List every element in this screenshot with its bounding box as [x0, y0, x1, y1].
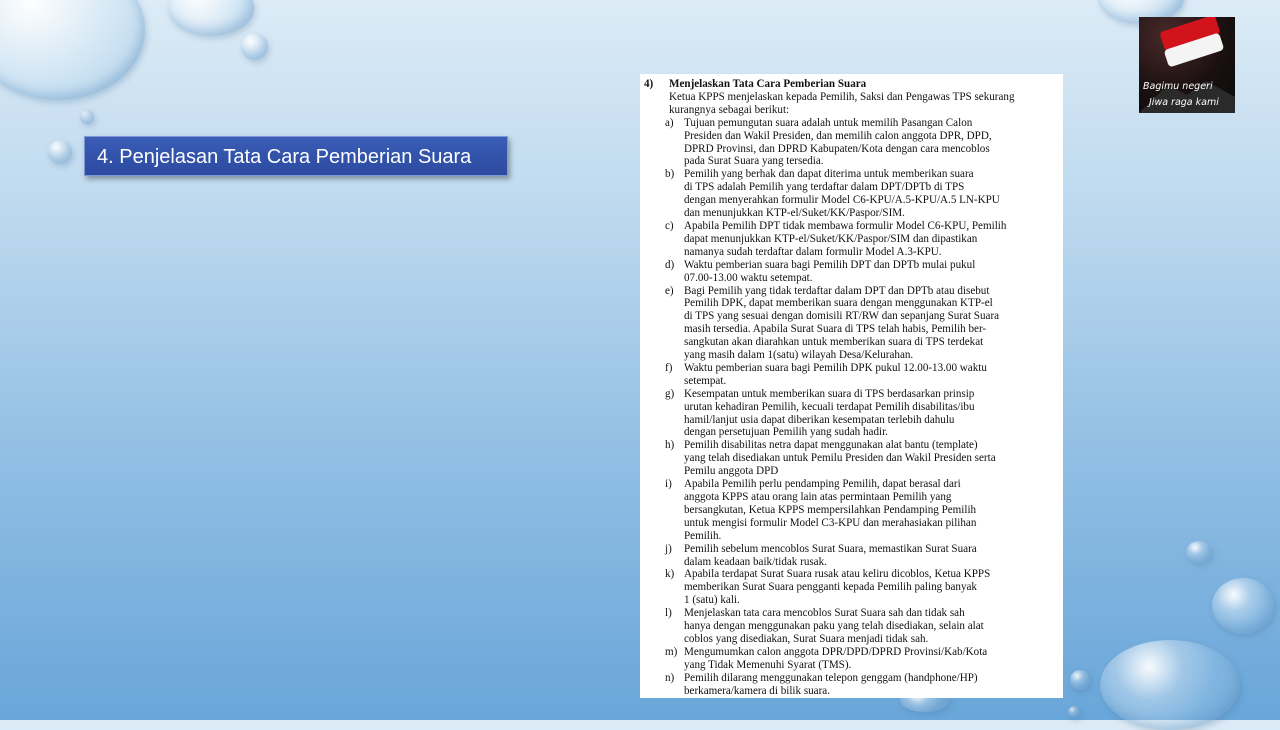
list-item-line: Waktu pemberian suara bagi Pemilih DPK pukul 12.00-13.00 waktu — [684, 361, 987, 374]
list-item-line: Pemilih disabilitas netra dapat menggunakan alat bantu (template) — [684, 439, 978, 452]
list-item-text — [684, 607, 1059, 646]
list-item-text — [684, 259, 1059, 285]
list-item — [644, 362, 1059, 388]
water-drop-decoration — [168, 0, 254, 36]
water-drop-decoration — [0, 0, 145, 100]
list-item — [644, 117, 1059, 169]
list-item-line: namanya sudah terdaftar dalam formulir Model A.3-KPU. — [684, 245, 942, 258]
list-item-line: untuk mengisi formulir Model C3-KPU dan merahasiakan pilihan — [684, 516, 977, 529]
list-item-line: setempat. — [684, 374, 727, 387]
list-item — [644, 388, 1059, 440]
list-item-line: hamil/lanjut usia dapat diberikan kesempatan terlebih dahulu — [684, 413, 955, 426]
list-item-line: dengan menyerahkan formulir Model C6-KPU/A.5-KPU/A.5 LN-KPU — [684, 194, 1000, 207]
list-item — [644, 543, 1059, 569]
list-item-label: d) — [665, 258, 675, 271]
list-item-line: Pemilih sebelum mencoblos Surat Suara, memastikan Surat Suara — [684, 542, 977, 555]
water-drop-decoration — [1212, 578, 1274, 634]
heading-number: 4) — [644, 78, 654, 90]
list-item-line: Pemilih. — [684, 529, 722, 542]
list-item-label: b) — [665, 168, 675, 181]
list-item-text — [684, 646, 1059, 672]
list-item-line: berkamera/kamera di bilik suara. — [684, 684, 831, 697]
list-item-line: sangkutan akan diarahkan untuk memberikan suara di TPS terdekat — [684, 336, 984, 349]
list-item — [644, 646, 1059, 672]
photo-caption-line2: Jiwa raga kami — [1149, 97, 1219, 108]
list-item-text — [684, 478, 1059, 543]
list-item-label: l) — [665, 607, 672, 620]
list-item-line: dalam keadaan baik/tidak rusak. — [684, 555, 827, 568]
list-item-line: anggota KPPS atau orang lain atas permintaan Pemilih yang — [684, 491, 952, 503]
list-item-line: Waktu pemberian suara bagi Pemilih DPT dan DPTb mulai pukul — [684, 258, 976, 271]
list-item-text — [684, 568, 1059, 607]
list-item-line: dengan persetujuan Pemilih yang sudah hadir. — [684, 426, 888, 439]
list-item-line: Apabila Pemilih DPT tidak membawa formulir Model C6-KPU, Pemilih — [684, 219, 1007, 232]
list-item-label: e) — [665, 284, 674, 297]
list-item-line: yang telah disediakan untuk Pemilu Presiden dan Wakil Presiden serta — [684, 452, 996, 465]
list-item-label: a) — [665, 116, 674, 129]
water-drop-decoration — [241, 33, 268, 60]
list-item-text — [684, 388, 1059, 440]
list-item-label: k) — [665, 568, 675, 581]
list-item-line: coblos yang disediakan, Surat Suara menjadi tidak sah. — [684, 632, 929, 645]
list-item-label: f) — [665, 361, 673, 374]
list-item-text — [684, 117, 1059, 169]
list-item-line: Kesempatan untuk memberikan suara di TPS berdasarkan prinsip — [684, 387, 975, 400]
list-item — [644, 259, 1059, 285]
list-item-text — [684, 220, 1059, 259]
water-drop-decoration — [1068, 706, 1080, 718]
list-item-label: m) — [665, 645, 678, 658]
document-intro: Ketua KPPS menjelaskan kepada Pemilih, Saksi dan Pengawas TPS sekurang kurangnya sebagai berikut: — [669, 90, 1015, 116]
list-item-label: n) — [665, 671, 675, 684]
list-item-line: Pemilih yang berhak dan dapat diterima untuk memberikan suara — [684, 168, 974, 181]
document-heading — [644, 78, 1059, 91]
list-item-text — [684, 439, 1059, 478]
list-item-line: Pemilih dilarang menggunakan telepon genggam (handphone/HP) — [684, 671, 978, 684]
list-item-label: i) — [665, 478, 672, 491]
list-item — [644, 285, 1059, 362]
water-drop-decoration — [80, 110, 94, 124]
document-item-list — [644, 117, 1059, 698]
list-item-label: g) — [665, 387, 675, 400]
water-drop-decoration — [1186, 541, 1212, 563]
list-item-line: Tujuan pemungutan suara adalah untuk memilih Pasangan Calon — [684, 116, 973, 129]
list-item — [644, 439, 1059, 478]
list-item-line: 07.00-13.00 waktu setempat. — [684, 271, 813, 284]
water-drop-decoration — [1070, 670, 1090, 690]
list-item-line: dapat menunjukkan KTP-el/Suket/KK/Paspor/SIM dan dipastikan — [684, 232, 978, 245]
list-item-label: c) — [665, 219, 674, 232]
list-item-text — [684, 285, 1059, 362]
slide-title: 4. Penjelasan Tata Cara Pemberian Suara — [84, 136, 508, 176]
list-item-text — [684, 543, 1059, 569]
list-item — [644, 607, 1059, 646]
list-item-text — [684, 672, 1059, 698]
water-drop-decoration — [48, 140, 72, 164]
list-item — [644, 672, 1059, 698]
list-item-line: yang Tidak Memenuhi Syarat (TMS). — [684, 658, 852, 671]
list-item-label: h) — [665, 439, 675, 452]
patriotic-photo — [1139, 17, 1235, 113]
list-item — [644, 220, 1059, 259]
heading-text: Menjelaskan Tata Cara Pemberian Suara — [669, 78, 867, 90]
list-item-line: Presiden dan Wakil Presiden, dan memilih calon anggota DPR, DPD, — [684, 129, 992, 142]
list-item-line: yang masih dalam 1(satu) wilayah Desa/Kelurahan. — [684, 349, 914, 362]
list-item-line: bersangkutan, Ketua KPPS mempersilahkan Pendamping Pemilih — [684, 503, 977, 516]
list-item-line: DPRD Provinsi, dan DPRD Kabupaten/Kota dengan cara mencoblos — [684, 142, 990, 155]
list-item-label: j) — [665, 542, 672, 555]
list-item-line: pada Surat Suara yang tersedia. — [684, 155, 824, 168]
list-item — [644, 478, 1059, 543]
list-item-line: di TPS adalah Pemilih yang terdaftar dalam DPT/DPTb di TPS — [684, 181, 965, 194]
list-item-text — [684, 168, 1059, 220]
document-scan — [640, 74, 1063, 698]
list-item-line: dan menunjukkan KTP-el/Suket/KK/Paspor/SIM. — [684, 207, 905, 220]
list-item-line: urutan kehadiran Pemilih, kecuali terdapat Pemilih disabilitas/ibu — [684, 400, 975, 413]
list-item-line: memberikan Surat Suara pengganti kepada Pemilih paling banyak — [684, 581, 977, 594]
list-item-line: Apabila terdapat Surat Suara rusak atau keliru dicoblos, Ketua KPPS — [684, 568, 991, 581]
photo-caption-line1: Bagimu negeri — [1143, 81, 1213, 92]
list-item-line: Pemilu anggota DPD — [684, 465, 779, 478]
list-item-line: Pemilih DPK, dapat memberikan suara dengan menggunakan KTP-el — [684, 297, 993, 310]
list-item-line: hanya dengan menggunakan paku yang telah disediakan, selain alat — [684, 620, 984, 633]
list-item-line: Mengumumkan calon anggota DPR/DPD/DPRD Provinsi/Kab/Kota — [684, 645, 988, 658]
list-item — [644, 168, 1059, 220]
list-item-text — [684, 362, 1059, 388]
list-item — [644, 568, 1059, 607]
list-item-line: masih tersedia. Apabila Surat Suara di TPS telah habis, Pemilih ber- — [684, 323, 987, 336]
list-item-line: Bagi Pemilih yang tidak terdaftar dalam DPT dan DPTb atau disebut — [684, 284, 990, 297]
list-item-line: 1 (satu) kali. — [684, 594, 740, 607]
list-item-line: di TPS yang sesuai dengan domisili RT/RW dan sepanjang Surat Suara — [684, 310, 1000, 323]
list-item-line: Menjelaskan tata cara mencoblos Surat Suara sah dan tidak sah — [684, 607, 965, 620]
list-item-line: Apabila Pemilih perlu pendamping Pemilih, dapat berasal dari — [684, 478, 961, 491]
water-drop-decoration — [1100, 640, 1240, 730]
